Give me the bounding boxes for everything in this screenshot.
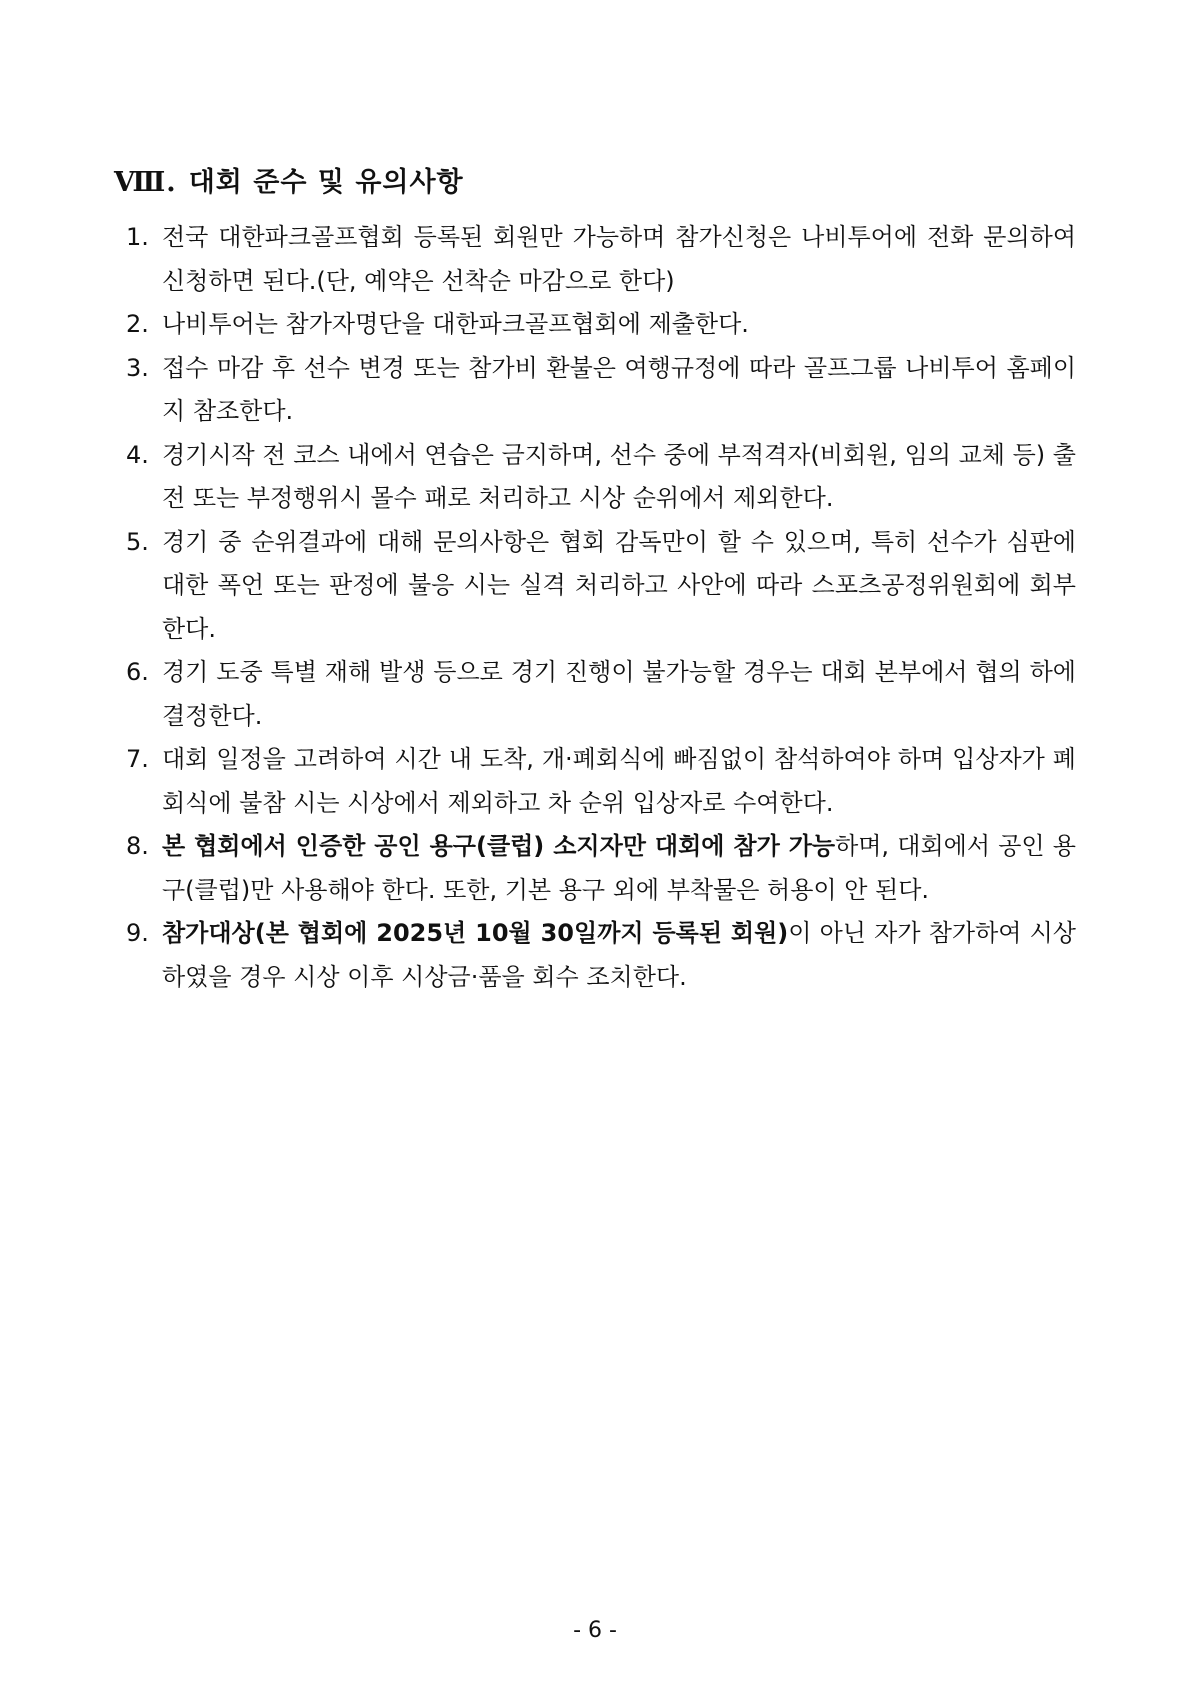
rule-item-9 [126,912,1076,999]
rule-number: 2. [126,310,149,338]
rule-text: 접수 마감 후 선수 변경 또는 참가비 환불은 여행규정에 따라 골프그룹 나비투어 홈페이지 참조한다. [162,353,1076,425]
rule-number: 3. [126,353,149,382]
rule-item-4 [126,434,1076,521]
rule-text-rest: 하며, 대회에서 공인 용구(클럽)만 사용해야 한다. 또한, 기본 용구 외에 부착물은 허용이 안 된다. [162,832,1076,904]
section-title-text: 대회 준수 및 유의사항 [188,167,464,198]
rule-item-6 [126,651,1076,738]
rule-number: 9. [126,919,149,947]
rule-item-3 [126,347,1076,434]
rule-emphasis: 참가대상(본 협회에 2025년 10월 30일까지 등록된 회원) [162,919,789,947]
rules-list [126,216,1076,999]
section-heading [114,160,464,199]
rule-number: 7. [126,745,149,773]
rule-text: 나비투어는 참가자명단을 대한파크골프협회에 제출한다. [162,310,749,338]
rule-number: 1. [126,223,149,251]
rule-text-rest: 이 아닌 자가 참가하여 시상하였을 경우 시상 이후 시상금·품을 회수 조치한다. [162,919,1076,991]
rule-item-8 [126,825,1076,912]
rule-text [162,919,1076,991]
rule-emphasis: 본 협회에서 인증한 공인 용구(클럽) 소지자만 대회에 참가 가능 [162,832,836,860]
rule-item-1 [126,216,1076,303]
rule-text: 경기 도중 특별 재해 발생 등으로 경기 진행이 불가능할 경우는 대회 본부에서 협의 하에 결정한다. [162,658,1076,730]
rule-text: 대회 일정을 고려하여 시간 내 도착, 개·폐회식에 빠짐없이 참석하여야 하며 입상자가 폐회식에 불참 시는 시상에서 제외하고 차 순위 입상자로 수여한다. [162,745,1076,817]
rule-number: 6. [126,658,149,686]
rule-item-5 [126,521,1076,652]
rule-text [162,832,1076,904]
rule-item-7 [126,738,1076,825]
rule-number: 8. [126,832,149,860]
rule-text: 전국 대한파크골프협회 등록된 회원만 가능하며 참가신청은 나비투어에 전화 문의하여 신청하면 된다.(단, 예약은 선착순 마감으로 한다) [162,223,1076,295]
page-number: - 6 - [573,1618,617,1643]
section-roman-numeral: Ⅷ. [114,167,177,198]
rule-text: 경기 중 순위결과에 대해 문의사항은 협회 감독만이 할 수 있으며, 특히 선수가 심판에 대한 폭언 또는 판정에 불응 시는 실격 처리하고 사안에 따라 스포츠공정위원회에 회부한다. [162,527,1076,643]
rule-text: 경기시작 전 코스 내에서 연습은 금지하며, 선수 중에 부적격자(비회원, 임의 교체 등) 출전 또는 부정행위시 몰수 패로 처리하고 시상 순위에서 제외한다. [162,440,1076,512]
rule-number: 4. [126,440,149,469]
rule-item-2 [126,303,1076,347]
rule-number: 5. [126,527,149,556]
